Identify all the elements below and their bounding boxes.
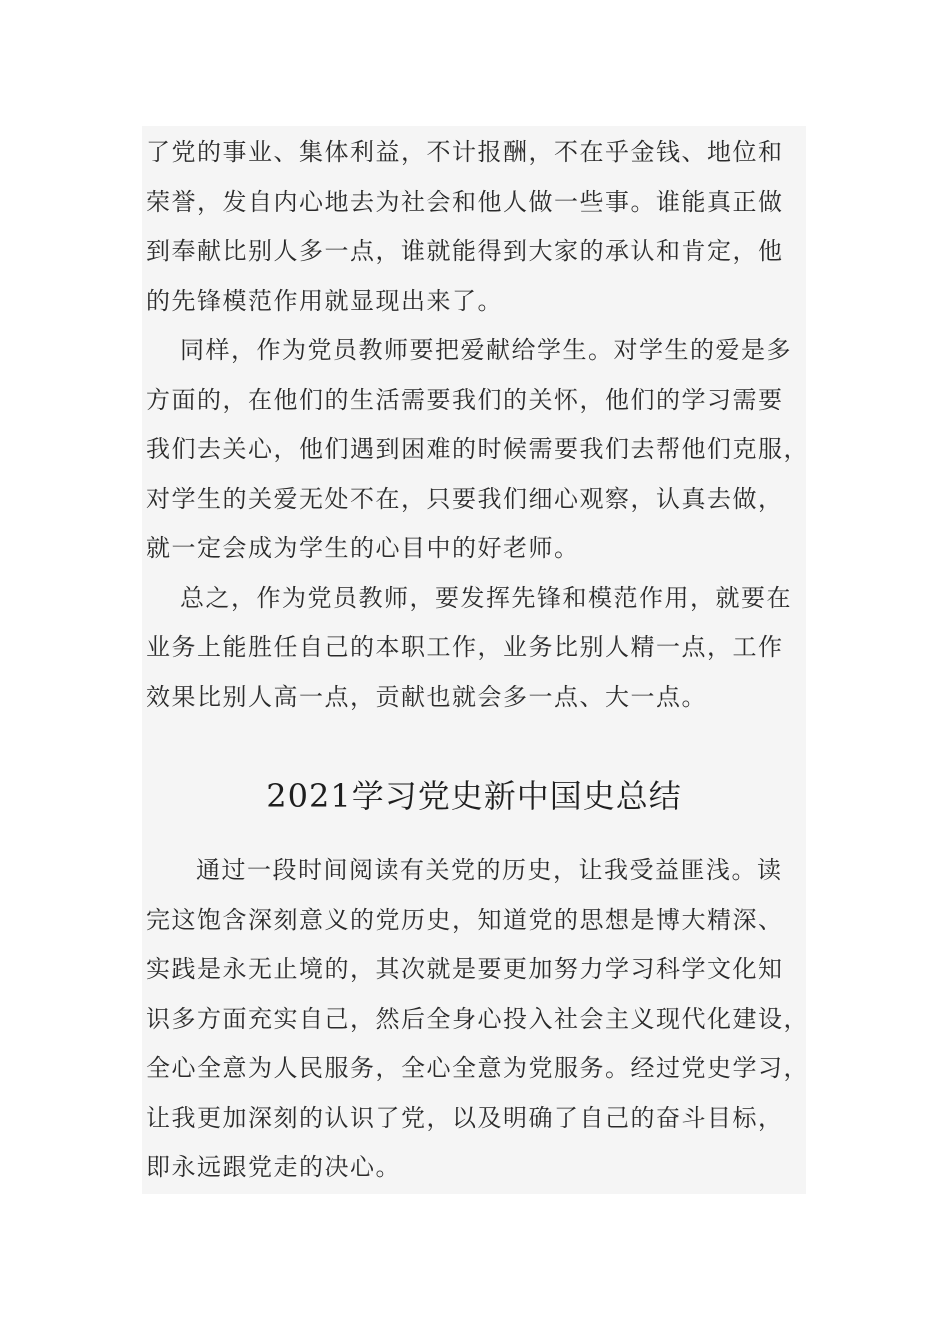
text-line: 了党的事业、集体利益，不计报酬，不在乎金钱、地位和 — [146, 138, 784, 166]
paragraph-teacher-love — [146, 326, 809, 574]
text-line: 同样，作为党员教师要把爱献给学生。对学生的爱是多 — [180, 336, 792, 364]
text-line: 通过一段时间阅读有关党的历史，让我受益匪浅。读 — [196, 856, 783, 884]
paragraph-history-study — [146, 846, 809, 1193]
text-line: 总之，作为党员教师，要发挥先锋和模范作用，就要在 — [180, 583, 792, 612]
text-line: 到奉献比别人多一点，谁就能得到大家的承认和肯定，他 — [146, 237, 784, 265]
paragraph-conclusion — [146, 574, 806, 723]
text-line: 识多方面充实自己，然后全身心投入社会主义现代化建设， — [146, 1004, 809, 1033]
text-line: 的先锋模范作用就显现出来了。 — [146, 286, 503, 315]
text-line: 就一定会成为学生的心目中的好老师。 — [146, 534, 580, 562]
text-line: 方面的，在他们的生活需要我们的关怀，他们的学习需要 — [146, 385, 784, 414]
text-line: 让我更加深刻的认识了党，以及明确了自己的奋斗目标， — [146, 1103, 784, 1132]
document-body-bottom — [146, 846, 809, 1193]
text-line: 业务上能胜任自己的本职工作，业务比别人精一点，工作 — [146, 633, 784, 661]
text-line: 荣誉，发自内心地去为社会和他人做一些事。谁能真正做 — [146, 187, 784, 216]
text-line: 我们去关心，他们遇到困难的时候需要我们去帮他们克服， — [146, 435, 809, 463]
document-body-top — [146, 128, 809, 722]
section-heading: 2021学习党史新中国史总结 — [266, 777, 682, 815]
text-line: 实践是永无止境的，其次就是要更加努力学习科学文化知 — [146, 955, 784, 983]
text-line: 效果比别人高一点，贡献也就会多一点、大一点。 — [146, 682, 707, 711]
text-line: 对学生的关爱无处不在，只要我们细心观察，认真去做， — [146, 484, 784, 513]
text-line: 即永远跟党走的决心。 — [146, 1153, 401, 1181]
text-line: 全心全意为人民服务，全心全意为党服务。经过党史学习， — [146, 1054, 809, 1082]
paragraph-continued — [146, 128, 806, 326]
text-line: 完这饱含深刻意义的党历史，知道党的思想是博大精深、 — [146, 905, 784, 934]
